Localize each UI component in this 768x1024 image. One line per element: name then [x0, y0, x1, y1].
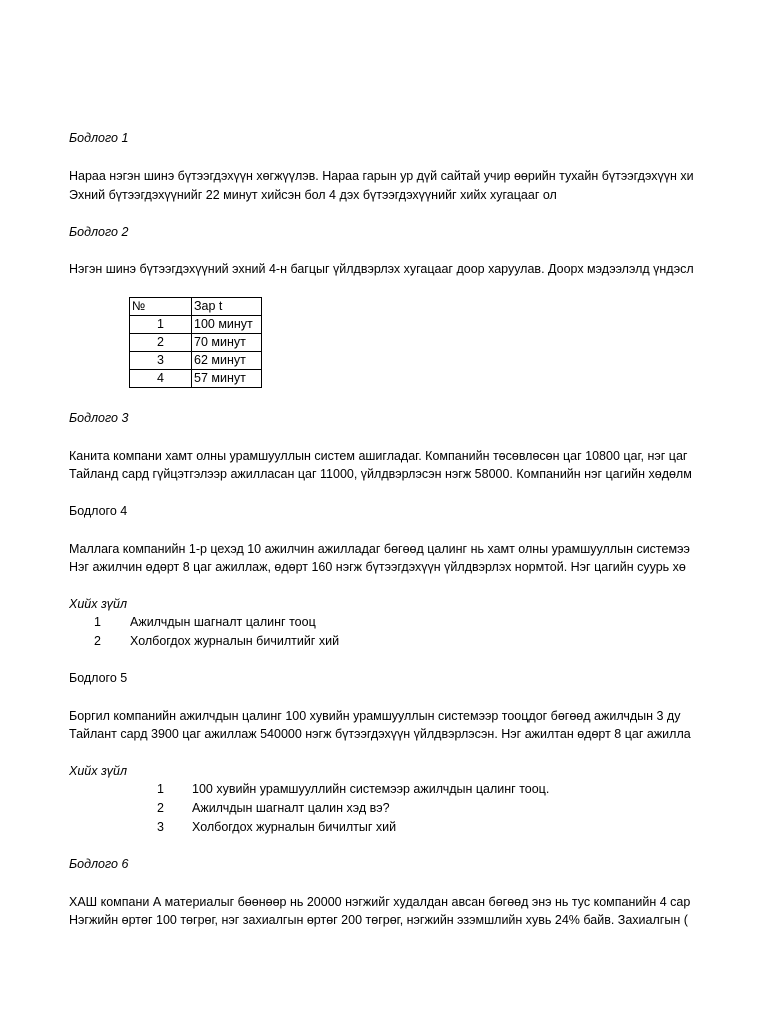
problem-3-title: Бодлого 3 — [69, 411, 129, 425]
table-row — [130, 370, 262, 388]
problem-4-task-title: Хийх зүйл — [69, 597, 128, 611]
table-row — [130, 334, 262, 352]
table-cell-number: 4 — [130, 370, 192, 388]
table-cell-number: 2 — [130, 334, 192, 352]
problem-5-task-2-text: Ажилчдын шагналт цалин хэд вэ? — [192, 801, 390, 815]
table-row — [130, 352, 262, 370]
problem-6-title: Бодлого 6 — [69, 857, 129, 871]
problem-5-task-title: Хийх зүйл — [69, 764, 128, 778]
table-cell-number: 3 — [130, 352, 192, 370]
problem-5-title: Бодлого 5 — [69, 671, 128, 685]
table-header-number: № — [130, 298, 192, 316]
problem-4-line-2: Нэг ажилчин өдөрт 8 цаг ажиллаж, өдөрт 160 нэгж бүтээгдэхүүн үйлдвэрлэх нормтой. Нэг цагийн суурь хө — [69, 560, 686, 574]
table-cell-time: 57 минут — [192, 370, 262, 388]
problem-3-line-2: Тайланд сард гүйцэтгэлээр ажилласан цаг 11000, үйлдвэрлэсэн нэгж 58000. Компанийн нэг цагийн хөдөлм — [69, 467, 692, 481]
problem-5-task-1-text: 100 хувийн урамшууллийн системээр ажилчдын цалинг тооц. — [192, 782, 550, 796]
problem-4-task-1-number: 1 — [94, 615, 101, 629]
problem-4-task-2-number: 2 — [94, 634, 101, 648]
problem-1-title: Бодлого 1 — [69, 131, 129, 145]
problem-1-line-2: Эхний бүтээгдэхүүнийг 22 минут хийсэн бол 4 дэх бүтээгдэхүүнийг хийх хугацааг ол — [69, 188, 557, 202]
problem-5-line-1: Боргил компанийн ажилчдын цалинг 100 хувийн урамшууллын системээр тооцдог бөгөөд ажилчдын 3 ду — [69, 709, 681, 723]
problem-5-task-1-number: 1 — [157, 782, 164, 796]
problem-4-line-1: Маллага компанийн 1-р цехэд 10 ажилчин ажилладаг бөгөөд цалинг нь хамт олны урамшууллын системээ — [69, 542, 690, 556]
problem-1-line-1: Нараа нэгэн шинэ бүтээгдэхүүн хөгжүүлэв. Нараа гарын ур дүй сайтай учир өөрийн тухайн бүтээгдэхүүн хи — [69, 169, 694, 183]
problem-6-line-2: Нэгжийн өртөг 100 төгрөг, нэг захиалгын өртөг 200 төгрөг, нэгжийн эзэмшлийн хувь 24% байв. Захиалгын ( — [69, 913, 688, 927]
table-cell-time: 62 минут — [192, 352, 262, 370]
problem-3-line-1: Канита компани хамт олны урамшууллын систем ашигладаг. Компанийн төсөвлөсөн цаг 10800 цаг, нэг цаг — [69, 449, 688, 463]
problem-5-task-2-number: 2 — [157, 801, 164, 815]
problem-5-line-2: Тайлант сард 3900 цаг ажиллаж 540000 нэгж бүтээгдэхүүн үйлдвэрлэсэн. Нэг ажилтан өдөрт 8 цаг ажилла — [69, 727, 691, 741]
problem-4-title: Бодлого 4 — [69, 504, 128, 518]
table-header-time: Зар t — [192, 298, 262, 316]
production-time-table — [129, 297, 262, 388]
problem-4-task-2-text: Холбогдох журналын бичилтийг хий — [130, 634, 340, 648]
table-header-row — [130, 298, 262, 316]
table-row — [130, 316, 262, 334]
table-cell-number: 1 — [130, 316, 192, 334]
problem-2-title: Бодлого 2 — [69, 225, 129, 239]
problem-5-task-3-number: 3 — [157, 820, 164, 834]
table-cell-time: 100 минут — [192, 316, 262, 334]
problem-5-task-3-text: Холбогдох журналын бичилтыг хий — [192, 820, 397, 834]
problem-2-line-1: Нэгэн шинэ бүтээгдэхүүний эхний 4-н багцыг үйлдвэрлэх хугацааг доор харуулав. Доорх мэдээлэлд үндэсл — [69, 262, 694, 276]
problem-4-task-1-text: Ажилчдын шагналт цалинг тооц — [130, 615, 316, 629]
problem-6-line-1: ХАШ компани А материалыг бөөнөөр нь 20000 нэгжийг худалдан авсан бөгөөд энэ нь тус компанийн 4 сар — [69, 895, 691, 909]
table-cell-time: 70 минут — [192, 334, 262, 352]
